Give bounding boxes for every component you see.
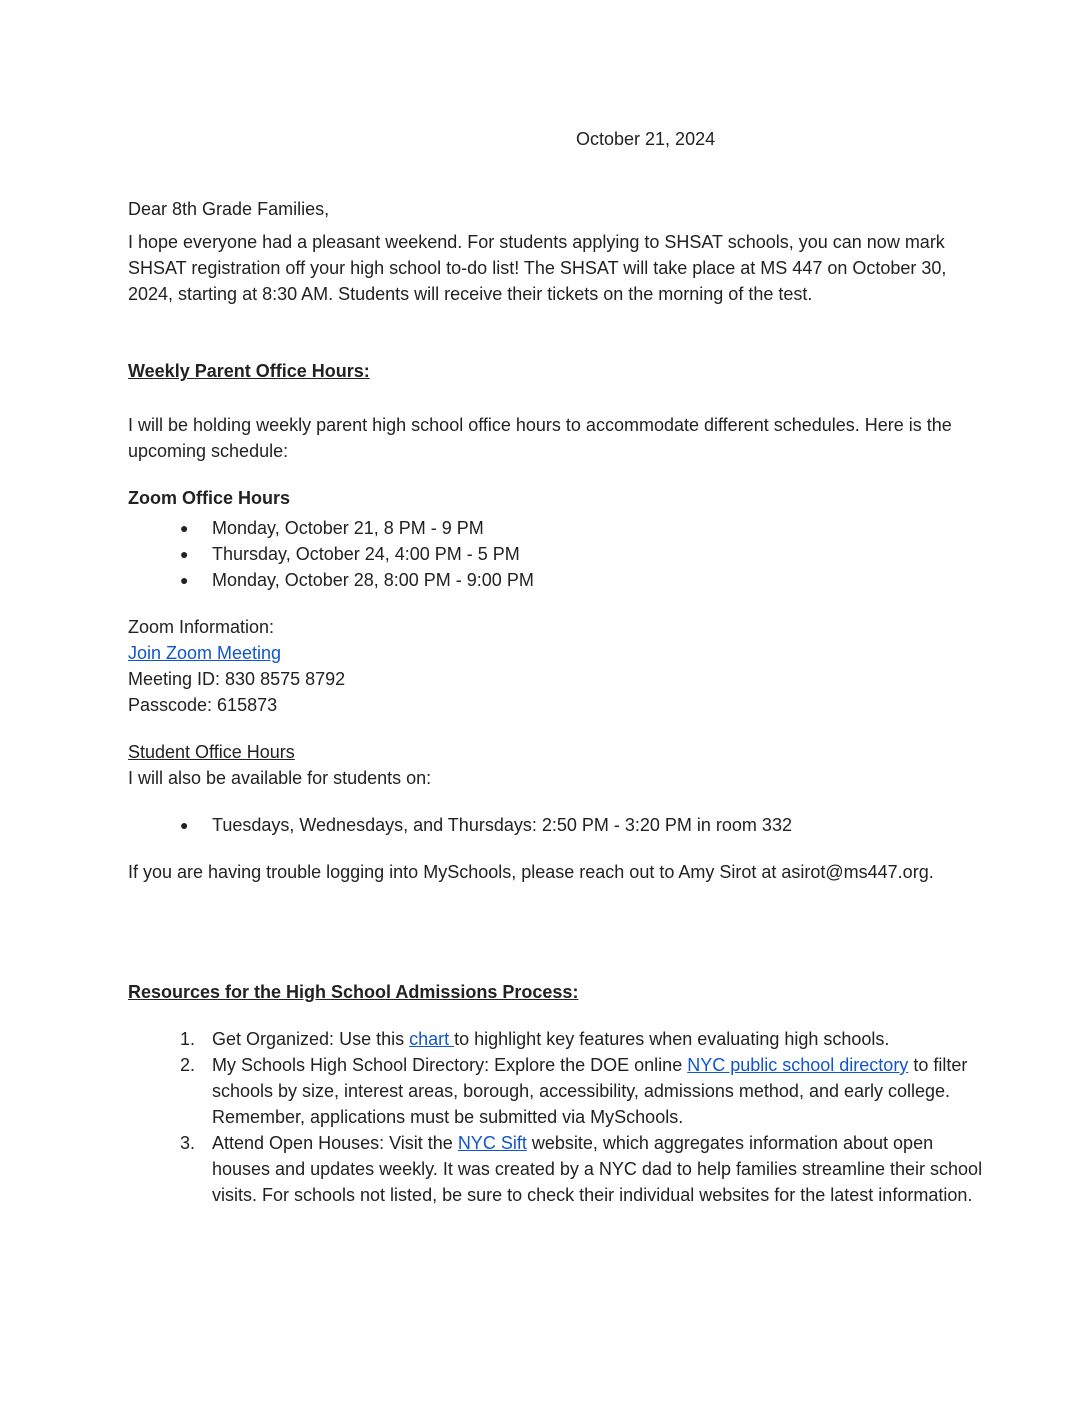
letter-date: October 21, 2024 (576, 129, 716, 149)
bullet-icon: ● (180, 520, 189, 536)
weekly-office-hours-heading: Weekly Parent Office Hours: (128, 361, 370, 381)
resource-text-after: to filter schools by size, interest areas, borough, accessibility, admissions method, and early college. Remember, applications must be submitted via MySchools. (212, 1055, 968, 1127)
list-item (128, 515, 958, 541)
zoom-session-text: Monday, October 21, 8 PM - 9 PM (212, 518, 484, 538)
chart-link[interactable]: chart (409, 1029, 455, 1049)
list-number: 2. (180, 1055, 196, 1075)
list-item (128, 567, 958, 593)
list-item (128, 812, 958, 838)
resource-text-after: website, which aggregates information about open houses and updates weekly. It was created by a NYC dad to help families streamline their school visits. For schools not listed, be sure to check their individual websites for the latest information. (212, 1133, 983, 1205)
student-sessions-list (128, 812, 958, 838)
zoom-session-text: Thursday, October 24, 4:00 PM - 5 PM (212, 544, 520, 564)
student-office-hours-text: I will also be available for students on: (128, 768, 432, 788)
list-item (128, 541, 958, 567)
student-office-hours-heading: Student Office Hours (128, 742, 295, 762)
resource-text-before: Attend Open Houses: Visit the (212, 1133, 458, 1153)
list-number: 1. (180, 1029, 196, 1049)
resource-text-before: Get Organized: Use this (212, 1029, 410, 1049)
bullet-icon: ● (180, 572, 189, 588)
salutation: Dear 8th Grade Families, (128, 199, 330, 219)
bullet-icon: ● (180, 546, 189, 562)
passcode: Passcode: 615873 (128, 695, 278, 715)
resources-list (128, 1026, 988, 1208)
weekly-office-hours-text: I will be holding weekly parent high school office hours to accommodate different schedules. Here is the upcoming schedule: (128, 415, 952, 461)
resource-text-after: to highlight key features when evaluating high schools. (454, 1029, 890, 1049)
nyc-sift-link[interactable]: NYC Sift (457, 1133, 527, 1153)
zoom-session-text: Monday, October 28, 8:00 PM - 9:00 PM (212, 570, 534, 590)
zoom-office-hours-heading: Zoom Office Hours (128, 488, 291, 508)
student-session-text: Tuesdays, Wednesdays, and Thursdays: 2:50 PM - 3:20 PM in room 332 (212, 815, 792, 835)
join-zoom-link[interactable]: Join Zoom Meeting (128, 643, 282, 663)
zoom-info-label: Zoom Information: (128, 617, 275, 637)
list-item (128, 1130, 988, 1208)
list-number: 3. (180, 1133, 196, 1153)
bullet-icon: ● (180, 817, 189, 833)
intro-paragraph: I hope everyone had a pleasant weekend. For students applying to SHSAT schools, you can now mark SHSAT registration off your high school to-do list! The SHSAT will take place at MS 447 on October 30, 2024, starting at 8:30 AM. Students will receive their tickets on the morning of the test. (128, 232, 947, 304)
nyc-public-school-directory-link[interactable]: NYC public school directory (687, 1055, 909, 1075)
resources-heading: Resources for the High School Admissions Process: (128, 982, 579, 1002)
zoom-sessions-list (128, 515, 958, 593)
myschools-help-paragraph: If you are having trouble logging into MySchools, please reach out to Amy Sirot at asirot@ms447.org. (128, 862, 934, 882)
meeting-id: Meeting ID: 830 8575 8792 (128, 669, 346, 689)
list-item (128, 1052, 988, 1130)
resource-text-before: My Schools High School Directory: Explore the DOE online (212, 1055, 688, 1075)
zoom-information (128, 614, 345, 718)
list-item (128, 1026, 988, 1052)
